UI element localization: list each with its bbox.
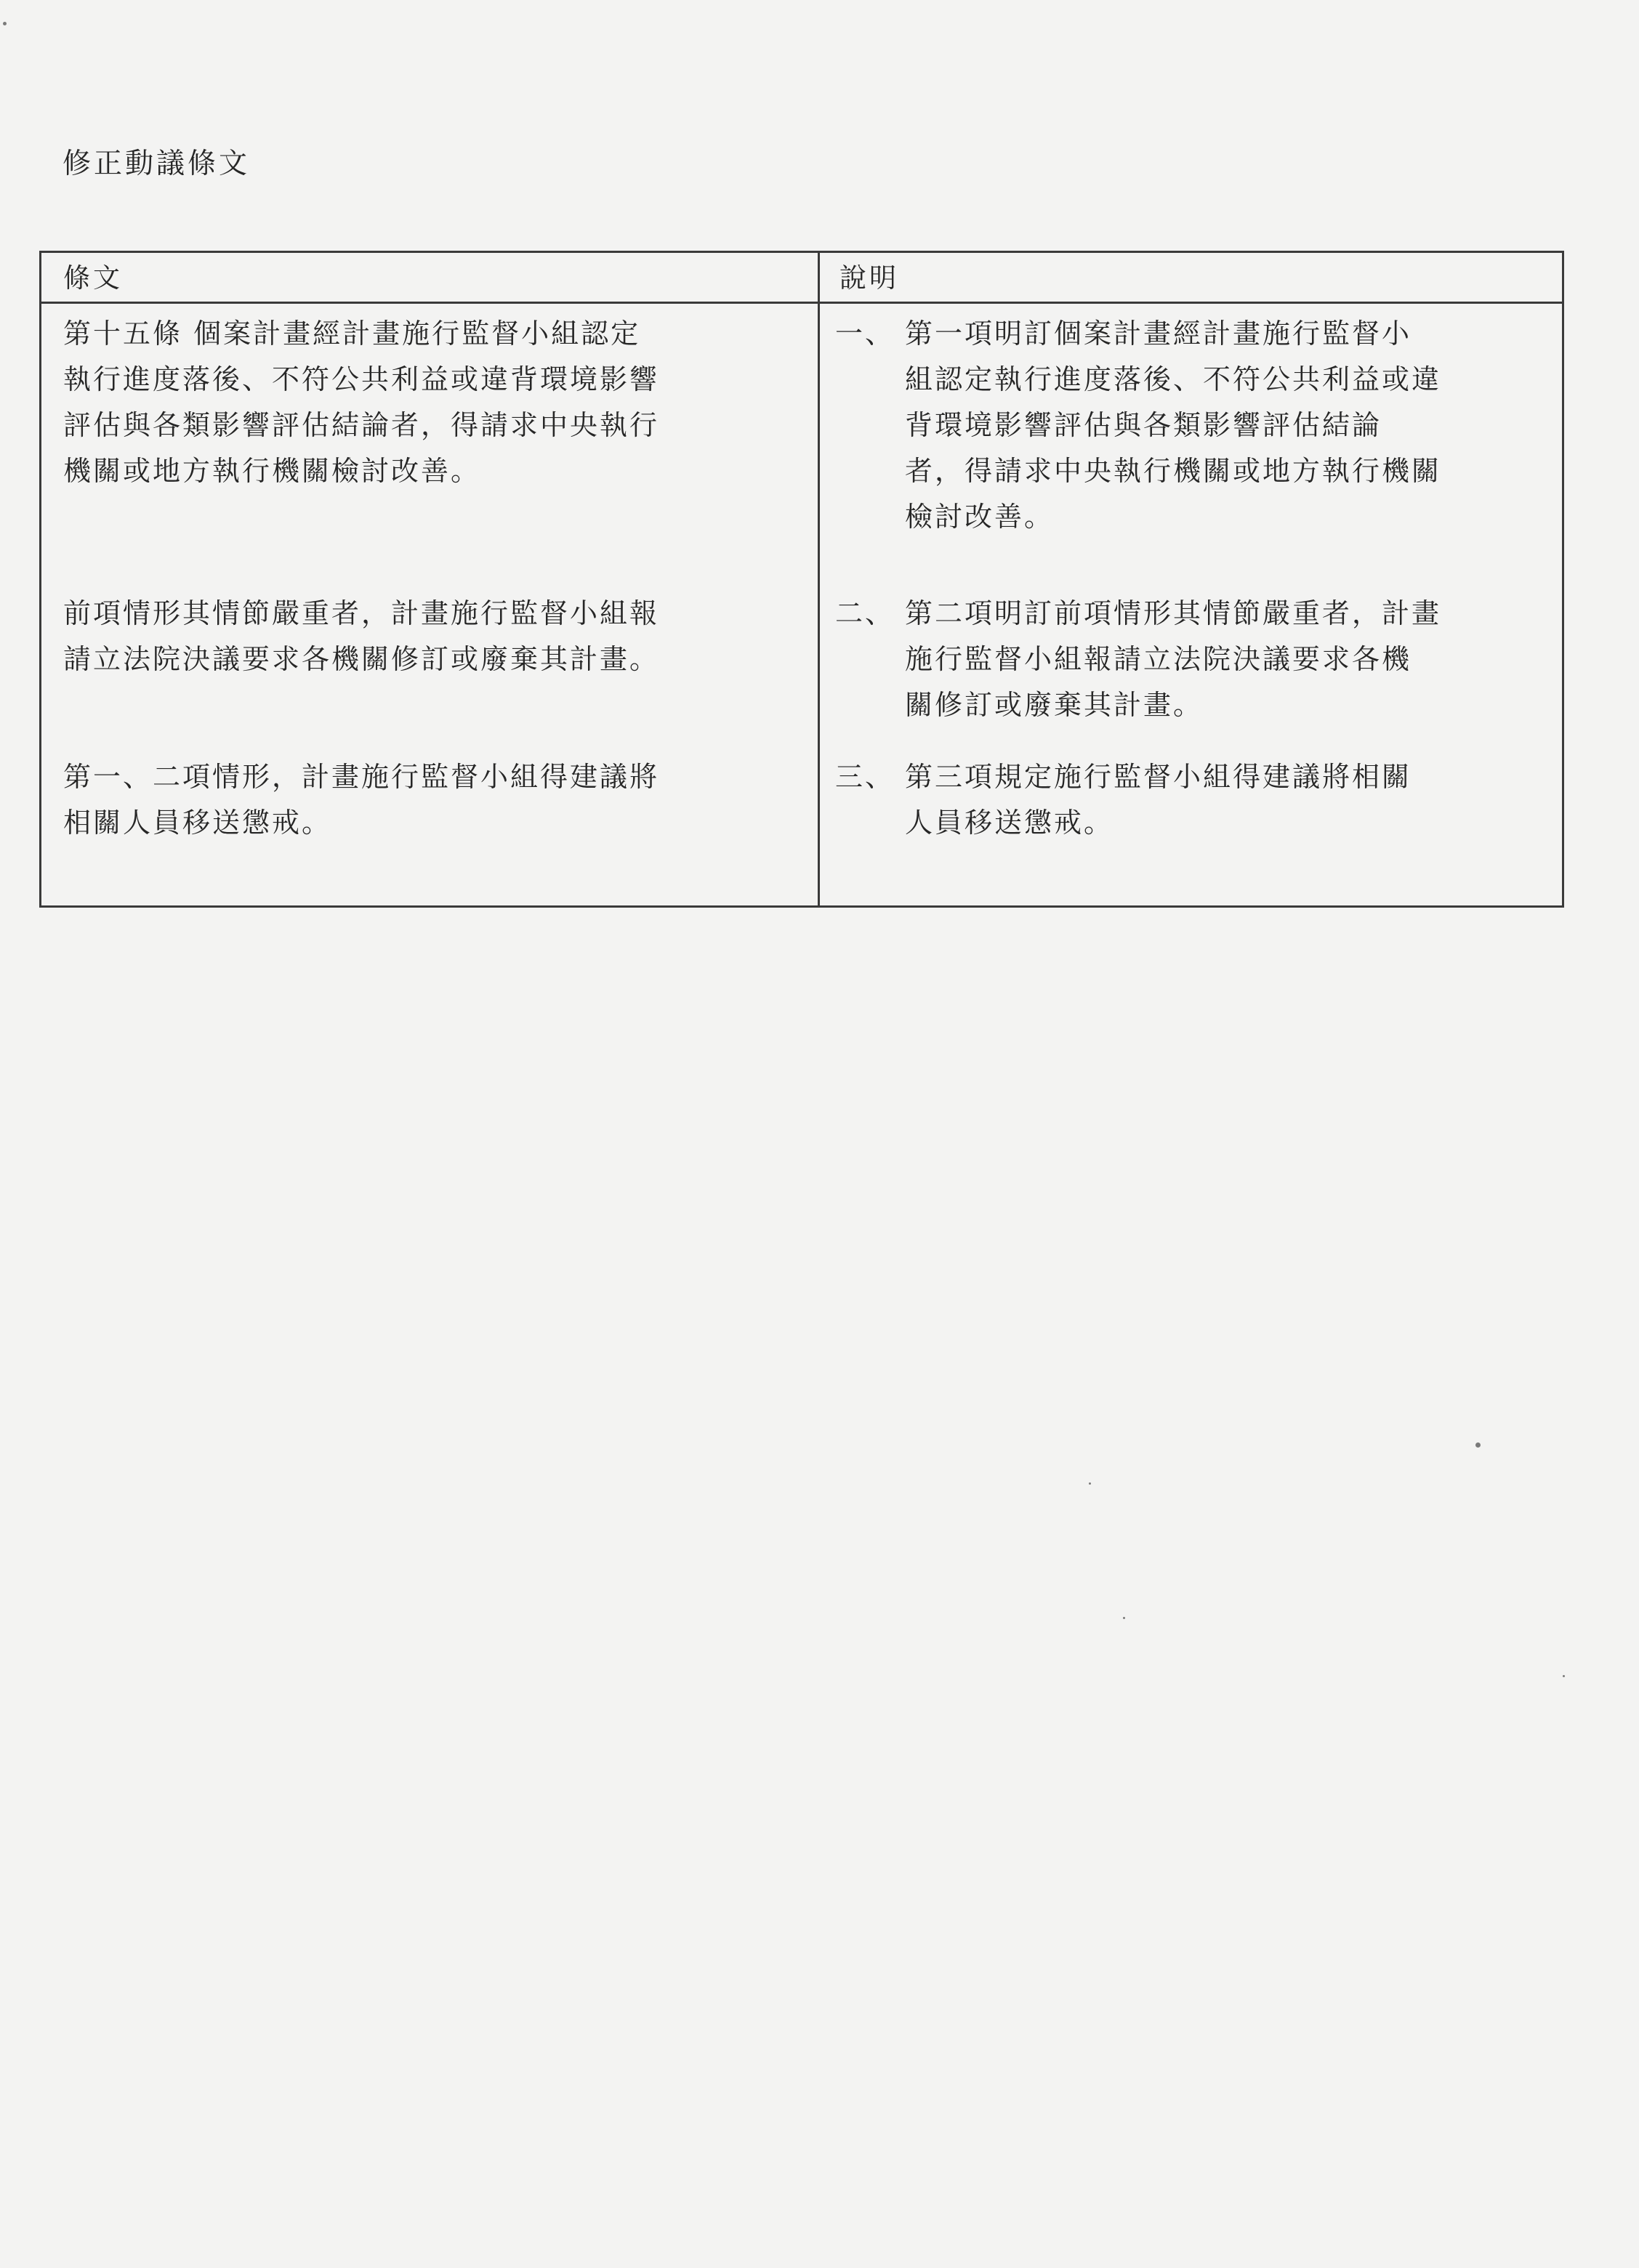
scan-speck <box>1123 1617 1125 1619</box>
header-article: 條文 <box>63 262 123 294</box>
header-explanation: 說明 <box>839 262 899 294</box>
article-line: 請立法院決議要求各機關修訂或廢棄其計畫。 <box>63 643 660 675</box>
explanation-line: 人員移送懲戒。 <box>905 807 1114 839</box>
article-line: 機關或地方執行機關檢討改善。 <box>63 455 481 487</box>
explanation-line: 組認定執行進度落後、不符公共利益或違 <box>905 363 1442 395</box>
article-paragraph-2 <box>63 591 659 682</box>
explanation-line: 背環境影響評估與各類影響評估結論 <box>905 409 1382 441</box>
article-paragraph-3 <box>63 754 659 846</box>
article-line: 評估與各類影響評估結論者，得請求中央執行 <box>63 409 660 441</box>
explanation-line: 者，得請求中央執行機關或地方執行機關 <box>905 455 1442 487</box>
explanation-line: 施行監督小組報請立法院決議要求各機 <box>905 643 1412 675</box>
header-row-divider <box>41 302 1562 304</box>
scan-speck <box>3 22 7 25</box>
explanation-line: 第一項明訂個案計畫經計畫施行監督小 <box>905 318 1412 350</box>
explanation-item-text <box>905 754 1412 846</box>
article-line: 第十五條 個案計畫經計畫施行監督小組認定 <box>63 318 641 350</box>
explanation-item-text <box>905 591 1441 728</box>
article-line: 前項情形其情節嚴重者，計畫施行監督小組報 <box>63 597 660 629</box>
column-divider <box>818 253 820 905</box>
explanation-line: 第三項規定施行監督小組得建議將相關 <box>905 761 1412 793</box>
article-line: 執行進度落後、不符公共利益或違背環境影響 <box>63 363 660 395</box>
article-paragraph-1 <box>63 311 659 494</box>
explanation-line: 第二項明訂前項情形其情節嚴重者，計畫 <box>905 597 1442 629</box>
amendment-table <box>39 251 1564 908</box>
article-line: 相關人員移送懲戒。 <box>63 807 332 839</box>
scan-speck <box>1475 1442 1481 1448</box>
explanation-item-number: 三、 <box>835 761 895 793</box>
document-title: 修正動議條文 <box>63 148 251 180</box>
explanation-line: 關修訂或廢棄其計畫。 <box>905 689 1204 721</box>
scan-speck <box>1563 1675 1565 1677</box>
explanation-item-number: 二、 <box>835 597 895 629</box>
explanation-item-number: 一、 <box>835 318 895 350</box>
article-line: 第一、二項情形，計畫施行監督小組得建議將 <box>63 761 660 793</box>
explanation-item-text <box>905 311 1441 540</box>
explanation-line: 檢討改善。 <box>905 501 1055 533</box>
scan-speck <box>1089 1482 1091 1485</box>
